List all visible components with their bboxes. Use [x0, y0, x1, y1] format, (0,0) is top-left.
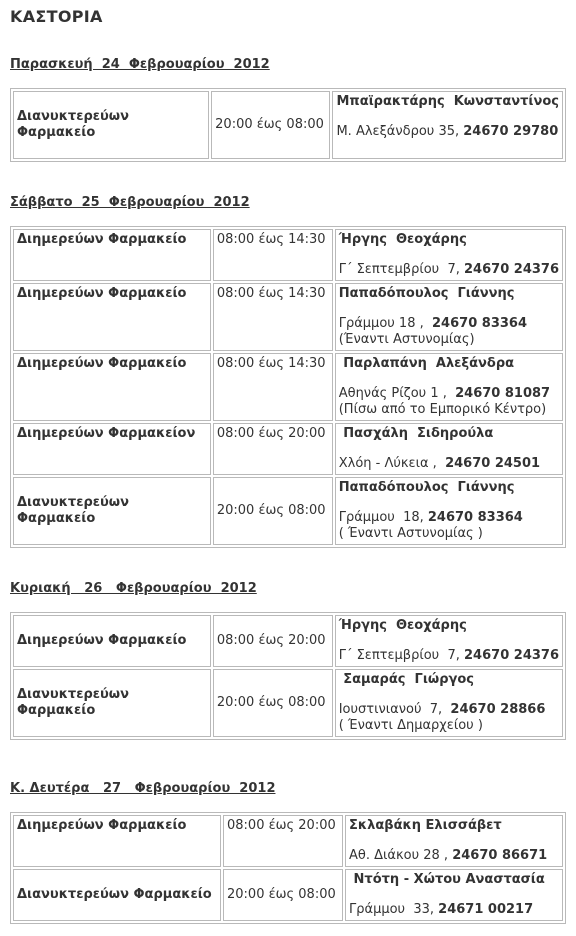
pharmacy-details — [335, 283, 563, 351]
pharmacy-details — [335, 669, 563, 737]
hours: 08:00 έως 20:00 — [213, 423, 333, 475]
hours: 08:00 έως 14:30 — [213, 229, 333, 281]
schedule-table-sunday — [10, 612, 566, 740]
table-row — [13, 815, 563, 867]
day-heading-saturday: Σάββατο 25 Φεβρουαρίου 2012 — [10, 195, 250, 210]
phone: 24670 24376 — [464, 648, 559, 663]
pharmacy-type: Διανυκτερεύων Φαρμακείο — [13, 869, 221, 921]
address: Γ΄ Σεπτεμβρίου 7, — [338, 648, 465, 663]
phone: 24670 29780 — [463, 124, 559, 139]
hours: 20:00 έως 08:00 — [213, 669, 333, 737]
pharmacist-name: Σαμαράς Γιώργος — [338, 672, 474, 687]
address: Γράμμου 33, — [349, 902, 439, 917]
table-row — [13, 615, 563, 667]
address: Αθ. Διάκου 28 , — [349, 848, 453, 863]
table-row — [13, 283, 563, 351]
pharmacy-type: Διημερεύων Φαρμακείο — [13, 615, 211, 667]
hours: 20:00 έως 08:00 — [223, 869, 343, 921]
phone: 24670 28866 — [450, 702, 546, 717]
address-note: ( Έναντι Δημαρχείου ) — [338, 718, 483, 733]
pharmacy-type: Διημερεύων Φαρμακείο — [13, 353, 211, 421]
phone: 24670 81087 — [455, 386, 551, 401]
schedule-table-saturday — [10, 226, 566, 548]
address: Αθηνάς Ρίζου 1 , — [338, 386, 456, 401]
day-heading-friday: Παρασκευή 24 Φεβρουαρίου 2012 — [10, 57, 270, 72]
hours: 08:00 έως 14:30 — [213, 353, 333, 421]
pharmacy-type: Διανυκτερεύων Φαρμακείο — [13, 91, 209, 159]
day-heading-monday: Κ. Δευτέρα 27 Φεβρουαρίου 2012 — [10, 781, 276, 796]
hours: 08:00 έως 20:00 — [223, 815, 343, 867]
table-row — [13, 869, 563, 921]
address: Γράμμου 18, — [338, 510, 428, 525]
hours: 08:00 έως 20:00 — [213, 615, 333, 667]
table-row — [13, 477, 563, 545]
pharmacy-details — [335, 229, 563, 281]
hours: 20:00 έως 08:00 — [213, 477, 333, 545]
schedule-table-monday — [10, 812, 566, 924]
pharmacy-details — [332, 91, 563, 159]
pharmacy-details — [335, 615, 563, 667]
table-row — [13, 423, 563, 475]
address-note: ( Έναντι Αστυνομίας ) — [338, 526, 483, 541]
phone: 24670 24501 — [445, 456, 541, 471]
pharmacy-type: Διημερεύων Φαρμακείο — [13, 229, 211, 281]
pharmacy-type: Διανυκτερεύων Φαρμακείο — [13, 669, 211, 737]
day-heading-sunday: Κυριακή 26 Φεβρουαρίου 2012 — [10, 581, 257, 596]
table-row — [13, 91, 563, 159]
pharmacist-name: Ήργης Θεοχάρης — [338, 618, 467, 633]
address: Γ΄ Σεπτεμβρίου 7, — [338, 262, 465, 277]
address-note: (Έναντι Αστυνομίας) — [338, 332, 475, 347]
page-title: ΚΑΣΤΟΡΙΑ — [10, 7, 103, 26]
pharmacy-type: Διημερεύων Φαρμακείο — [13, 283, 211, 351]
hours: 20:00 έως 08:00 — [211, 91, 330, 159]
address: Χλόη - Λύκεια , — [338, 456, 446, 471]
pharmacy-details — [345, 815, 563, 867]
pharmacist-name: Παπαδόπουλος Γιάννης — [338, 286, 515, 301]
phone: 24670 86671 — [452, 848, 548, 863]
pharmacy-details — [335, 423, 563, 475]
pharmacist-name: Παπαδόπουλος Γιάννης — [338, 480, 515, 495]
schedule-table-friday — [10, 88, 566, 162]
phone: 24670 24376 — [464, 262, 559, 277]
address: Ιουστινιανού 7, — [338, 702, 451, 717]
table-row — [13, 229, 563, 281]
pharmacy-details — [345, 869, 563, 921]
phone: 24670 83364 — [432, 316, 527, 331]
pharmacy-type: Διημερεύων Φαρμακείον — [13, 423, 211, 475]
pharmacy-details — [335, 477, 563, 545]
pharmacist-name: Ήργης Θεοχάρης — [338, 232, 467, 247]
phone: 24671 00217 — [438, 902, 534, 917]
pharmacy-details — [335, 353, 563, 421]
table-row — [13, 669, 563, 737]
pharmacist-name: Σκλαβάκη Ελισσάβετ — [349, 818, 502, 833]
address: Γράμμου 18 , — [338, 316, 433, 331]
hours: 08:00 έως 14:30 — [213, 283, 333, 351]
address: Μ. Αλεξάνδρου 35, — [336, 124, 464, 139]
address-note: (Πίσω από το Εμπορικό Κέντρο) — [338, 402, 547, 417]
table-row — [13, 353, 563, 421]
pharmacy-type: Διημερεύων Φαρμακείο — [13, 815, 221, 867]
pharmacist-name: Πασχάλη Σιδηρούλα — [338, 426, 494, 441]
pharmacist-name: Ντότη - Χώτου Αναστασία — [349, 872, 545, 887]
phone: 24670 83364 — [427, 510, 523, 525]
pharmacist-name: Μπαϊρακτάρης Κωνσταντίνος — [336, 94, 559, 109]
pharmacy-type: Διανυκτερεύων Φαρμακείο — [13, 477, 211, 545]
pharmacist-name: Παρλαπάνη Αλεξάνδρα — [338, 356, 515, 371]
